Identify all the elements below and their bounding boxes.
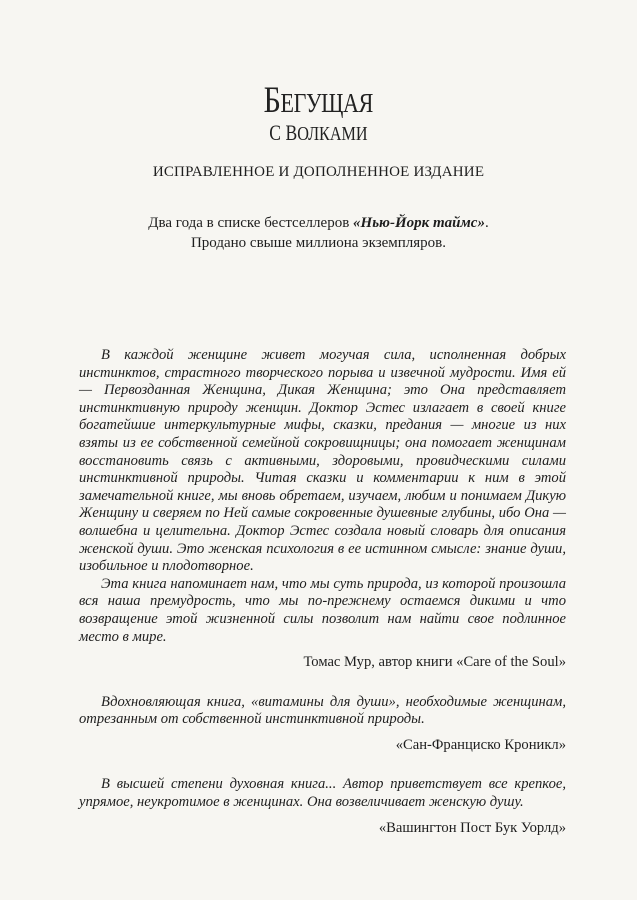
bestseller-prefix: Два года в списке бестселлеров <box>148 215 354 231</box>
review-paragraph: В высшей степени духовная книга... Автор приветствует все крепкое, упрямое, неукротимое в женщинах. Она возвеличивает женскую душу. <box>79 776 566 811</box>
bestseller-suffix: . <box>484 215 489 231</box>
review-paragraph: В каждой женщине живет могучая сила, исполненная добрых инстинктов, страстного творческого порыва и извечной мудрости. Имя ей — Первозданная Женщина, Дикая Женщина; это Она представляет инстинктивную природу женщин. Доктор Эстес излагает в своей книге богатейшие интеркультурные мифы, сказки, предания — многие из них взяты из ее собственной семейной сокровищницы; она помогает женщинам восстановить связь с активными, здоровыми, провидческими силами инстинктивной природы. Читая сказки и комментарии к ним в этой замечательной книге, мы вновь обретаем, изучаем, любим и понимаем Дикую Женщину и сверяем по Ней самые сокровенные душевные глубины, ибо Она — волшебна и целительна. Доктор Эстес создала новый словарь для описания женской души. Это женская психология в ее истинном смысле: знание души, изобильное и плодотворное. <box>79 347 566 575</box>
review-paragraph: Эта книга напоминает нам, что мы суть природа, из которой произошла вся наша премудрость, что мы по-прежнему остаемся дикими и что возвращение этой жизненной силы позволит нам найти свое подлинное место в мире. <box>79 575 566 645</box>
review-attribution: «Сан-Франциско Кроникл» <box>395 736 566 753</box>
edition-heading: ИСПРАВЛЕННОЕ И ДОПОЛНЕННОЕ ИЗДАНИЕ <box>152 164 485 180</box>
review-attribution: Томас Мур, автор книги «Care of the Soul» <box>303 654 566 671</box>
title-line-2: С ВОЛКАМИ <box>269 119 368 145</box>
review-sf-chronicle <box>79 694 566 755</box>
reviews-section <box>79 347 566 837</box>
bestseller-line-2: Продано свыше миллиона экземпляров. <box>190 235 447 251</box>
review-attribution: «Вашингтон Пост Бук Уорлд» <box>378 819 566 836</box>
review-washington-post <box>79 776 566 837</box>
review-paragraph: Вдохновляющая книга, «витамины для души», необходимые женщинам, отрезанным от собственной инстинктивной природы. <box>79 693 566 728</box>
newspaper-name: «Нью-Йорк таймс» <box>353 215 485 231</box>
bestseller-note <box>0 213 637 253</box>
title-line-1: БЕГУЩАЯ <box>263 80 374 121</box>
book-title <box>0 82 637 144</box>
review-moore <box>79 347 566 672</box>
bestseller-line-1 <box>0 213 637 233</box>
